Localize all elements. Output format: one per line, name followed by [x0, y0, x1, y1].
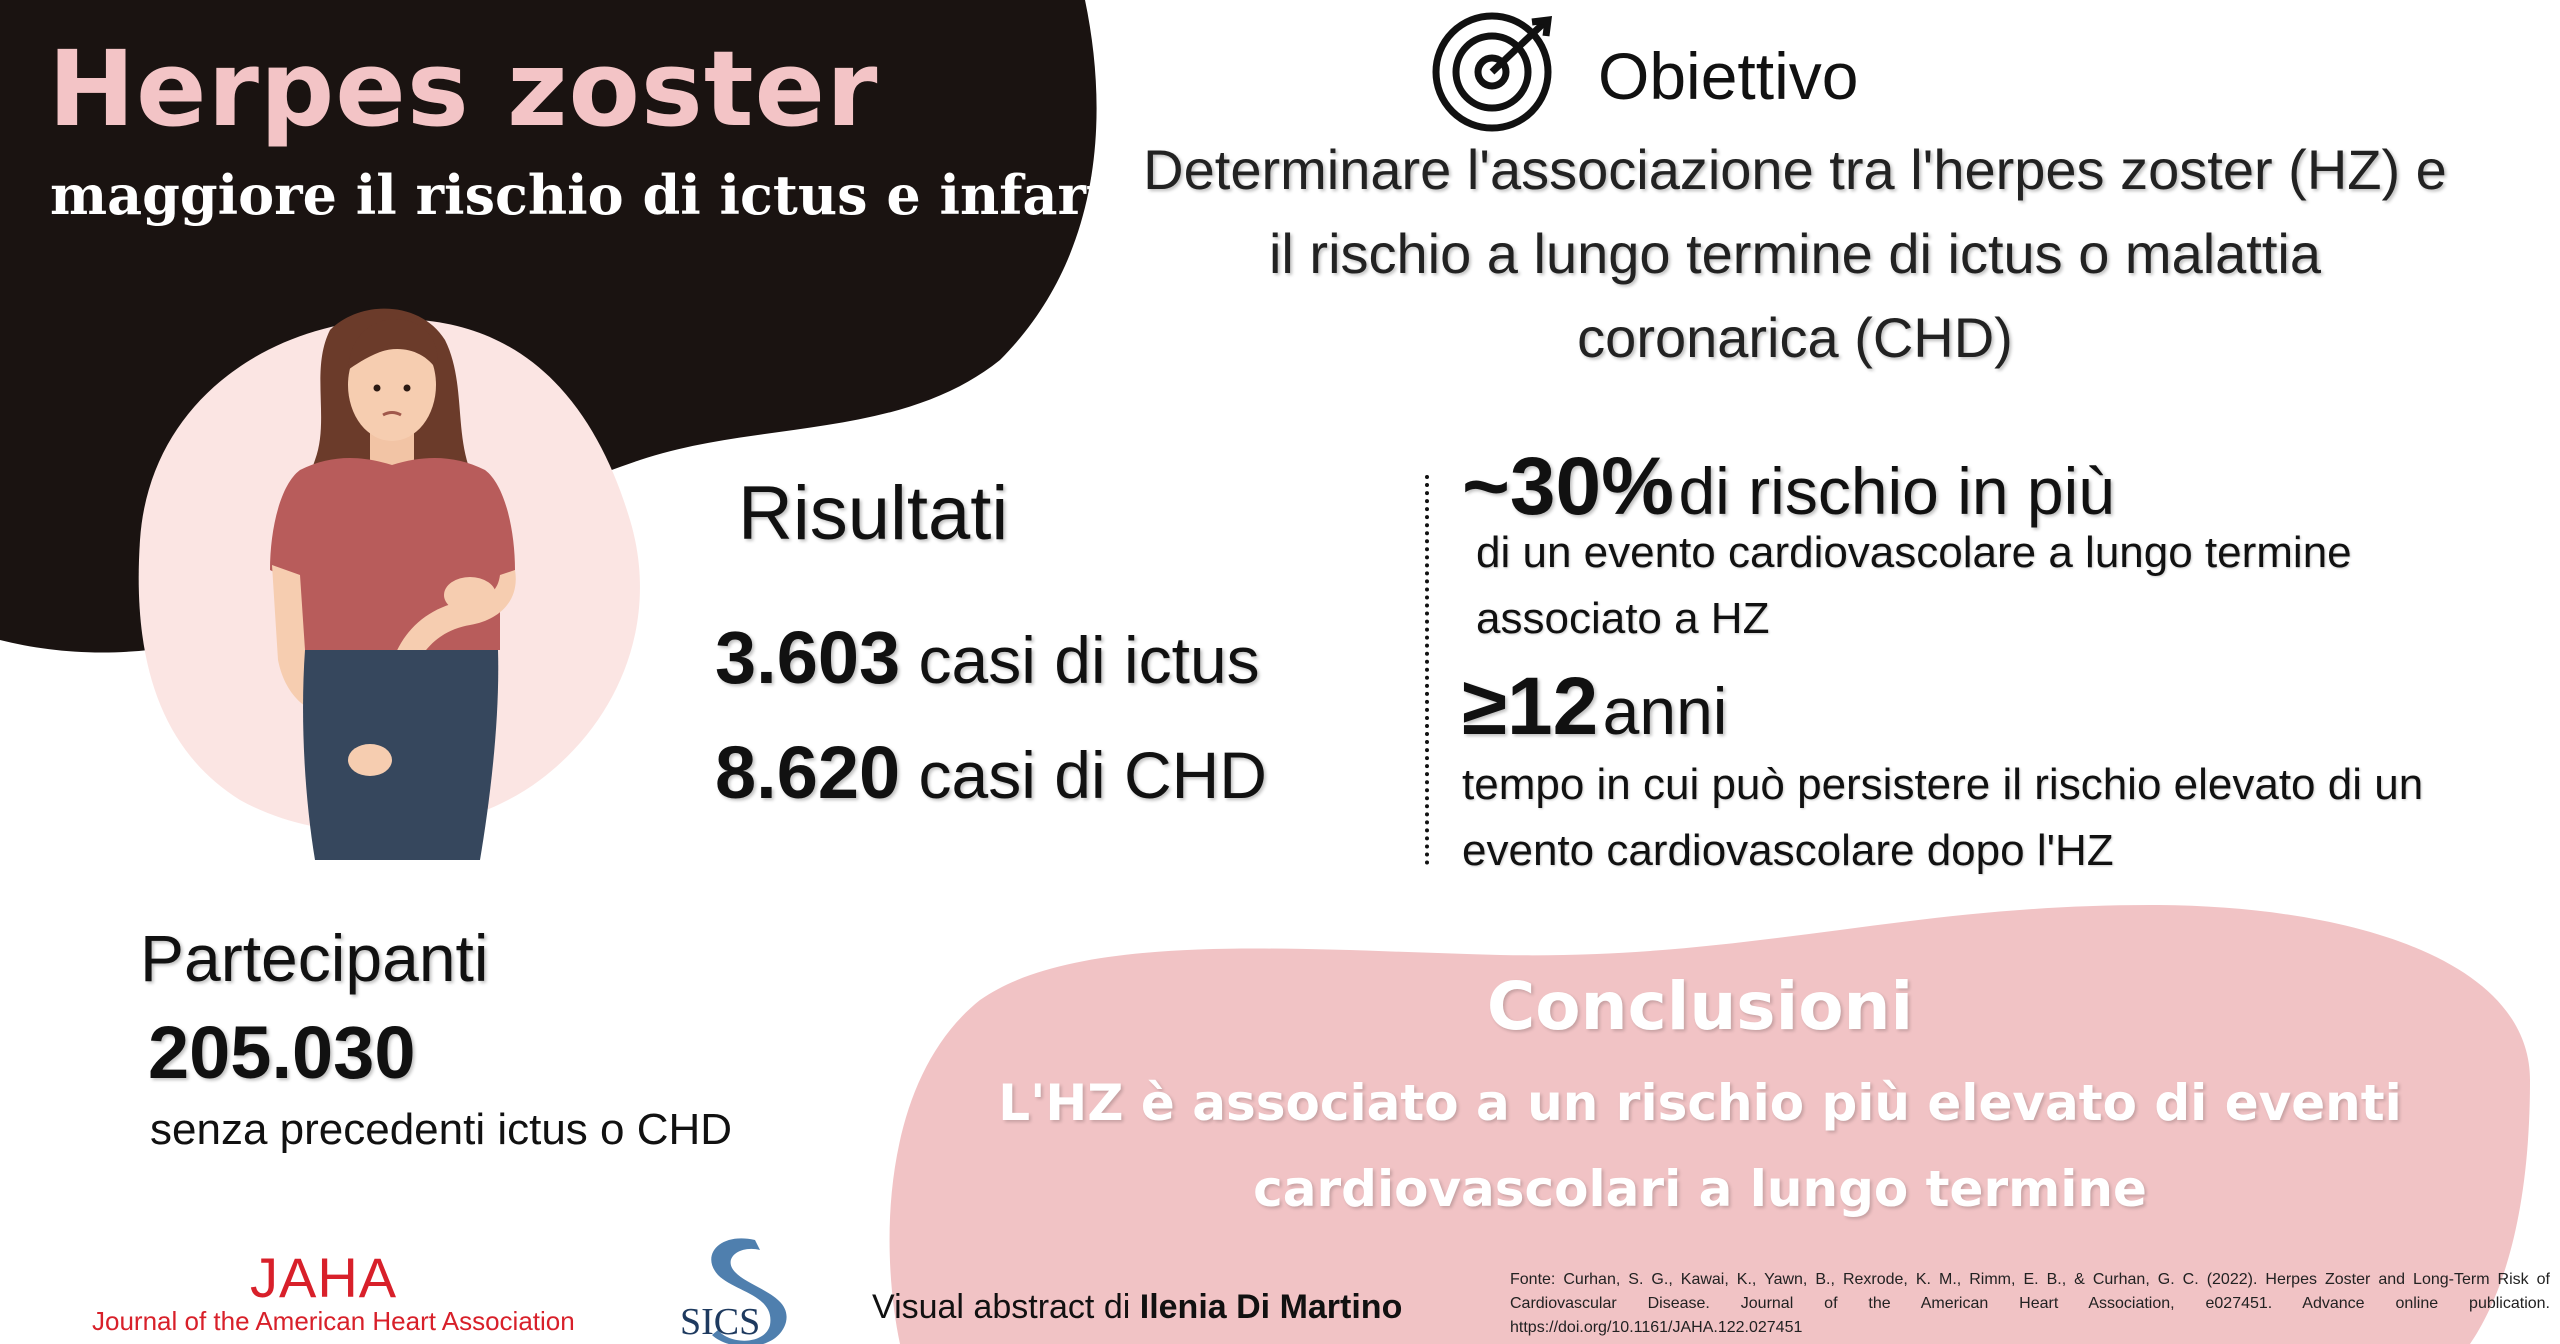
risk-label: di rischio in più: [1678, 454, 2116, 528]
chd-cases-value: 8.620: [715, 731, 901, 814]
stroke-cases-value: 3.603: [715, 616, 901, 699]
results-divider: [1425, 475, 1429, 865]
stroke-cases-stat: [715, 615, 1260, 700]
source-citation: Fonte: Curhan, S. G., Kawai, K., Yawn, B., Rexrode, K. M., Rimm, E. B., & Curhan, G. C. (2022). Herpes Zoster and Long-Term Risk of Cardiovascular Disease. Journal of the American Heart Association, e027451. Advance online publication. https://doi.org/10.1161/JAHA.122.027451: [1510, 1271, 2550, 1336]
duration-label: anni: [1602, 674, 1728, 748]
objective-text: Determinare l'associazione tra l'herpes zoster (HZ) e il rischio a lungo termine di ictus o malattia coronarica (CHD): [1143, 138, 2447, 369]
credit-prefix: Visual abstract di: [872, 1288, 1131, 1326]
participants-note: senza precedenti ictus o CHD: [150, 1105, 733, 1154]
conclusions-text: L'HZ è associato a un rischio più elevato di eventi cardiovascolari a lungo termine: [998, 1074, 2402, 1218]
duration-stat: [1462, 660, 1727, 754]
duration-description: tempo in cui può persistere il rischio elevato di un evento cardiovascolare dopo l'HZ: [1462, 760, 2424, 875]
sics-logo-text: SICS: [680, 1301, 761, 1343]
jaha-logo: JAHA: [250, 1246, 398, 1309]
page-subtitle: maggiore il rischio di ictus e infarto: [50, 163, 1147, 227]
conclusions-title: Conclusioni: [1486, 968, 1914, 1045]
risk-approx-symbol: ~: [1462, 441, 1510, 532]
target-icon: [1436, 16, 1548, 128]
author-credit: [872, 1288, 1402, 1327]
jaha-full-name: Journal of the American Heart Association: [92, 1306, 575, 1336]
participants-value: 205.030: [148, 1011, 416, 1094]
chd-cases-stat: [715, 730, 1267, 815]
results-title: Risultati: [738, 471, 1009, 556]
risk-description: di un evento cardiovascolare a lungo termine associato a HZ: [1476, 528, 2352, 643]
objective-title: Obiettivo: [1598, 39, 1859, 113]
credit-author: Ilenia Di Martino: [1139, 1288, 1403, 1326]
participants-title: Partecipanti: [140, 921, 489, 995]
stroke-cases-label: casi di ictus: [918, 623, 1260, 697]
risk-value: 30%: [1509, 441, 1675, 532]
duration-value: ≥12: [1462, 661, 1599, 752]
chd-cases-label: casi di CHD: [918, 738, 1267, 812]
page-title: Herpes zoster: [48, 28, 879, 150]
